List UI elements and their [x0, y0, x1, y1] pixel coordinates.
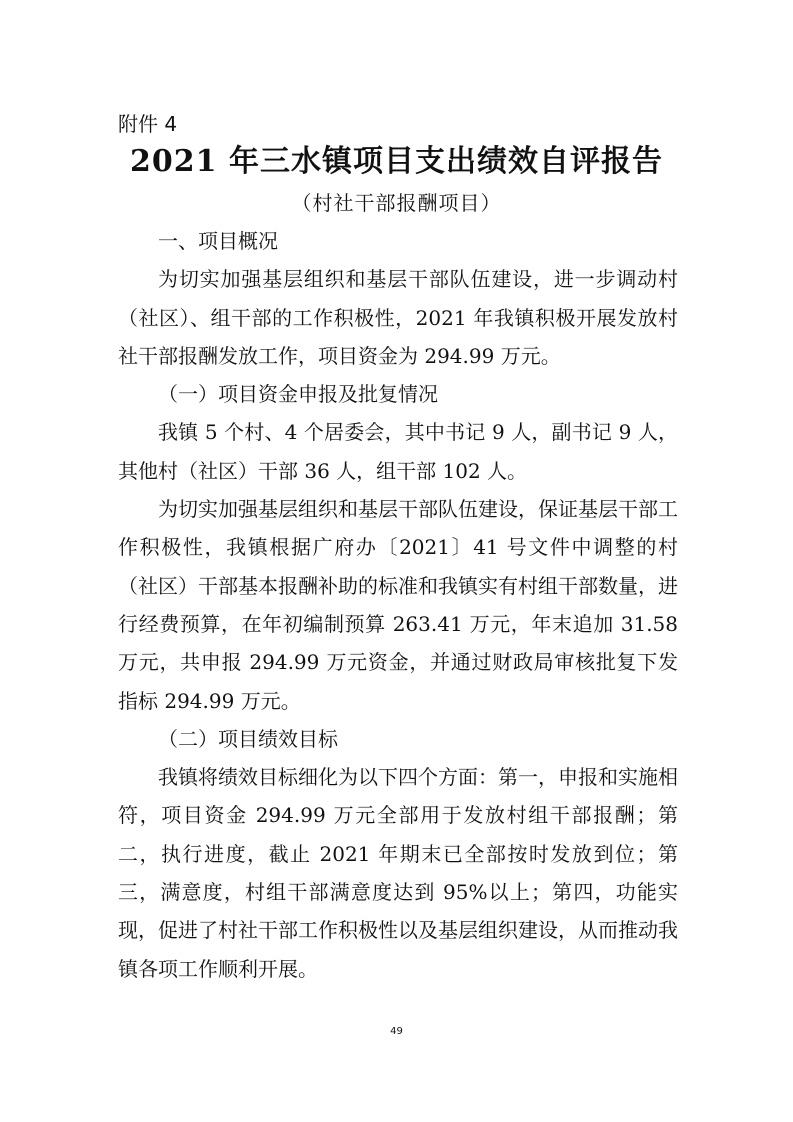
paragraph-budget: 为切实加强基层组织和基层干部队伍建设，保证基层干部工作积极性，我镇根据广府办〔2021〕41 号文件中调整的村（社区）干部基本报酬补助的标准和我镇实有村组干部数量，进行经费预算，在年初编制预算 263.41 万元，年末追加 31.58 万元，共申报 294.99 万元资金，并通过财政局审核批复下发指标 294.99 万元。 [118, 497, 685, 713]
page-number: 49 [390, 1026, 403, 1037]
attachment-label: 附件 4 [118, 112, 178, 136]
document-subtitle: （村社干部报酬项目） [291, 191, 502, 215]
paragraph-targets: 我镇将绩效目标细化为以下四个方面：第一，申报和实施相符，项目资金 294.99 万元全部用于发放村组干部报酬；第二，执行进度，截止 2021 年期末已全部按时发放到位；第三，满意度，村组干部满意度达到 95%以上；第四，功能实现，促进了村社干部工作积极性以及基层组织建设，从而推动我镇各项工作顺利开展。 [118, 765, 678, 981]
section-heading-funding: （一）项目资金申报及批复情况 [158, 382, 438, 407]
section-heading-targets: （二）项目绩效目标 [158, 726, 338, 751]
section-heading-overview: 一、项目概况 [158, 229, 278, 253]
document-title: 2021 年三水镇项目支出绩效自评报告 [130, 144, 663, 179]
document-body [118, 222, 685, 988]
paragraph-overview: 为切实加强基层组织和基层干部队伍建设，进一步调动村（社区）、组干部的工作积极性，2021 年我镇积极开展发放村社干部报酬发放工作，项目资金为 294.99 万元。 [118, 267, 678, 368]
paragraph-staff-count: 我镇 5 个村、4 个居委会，其中书记 9 人，副书记 9 人，其他村（社区）干部 36 人，组干部 102 人。 [118, 420, 678, 483]
